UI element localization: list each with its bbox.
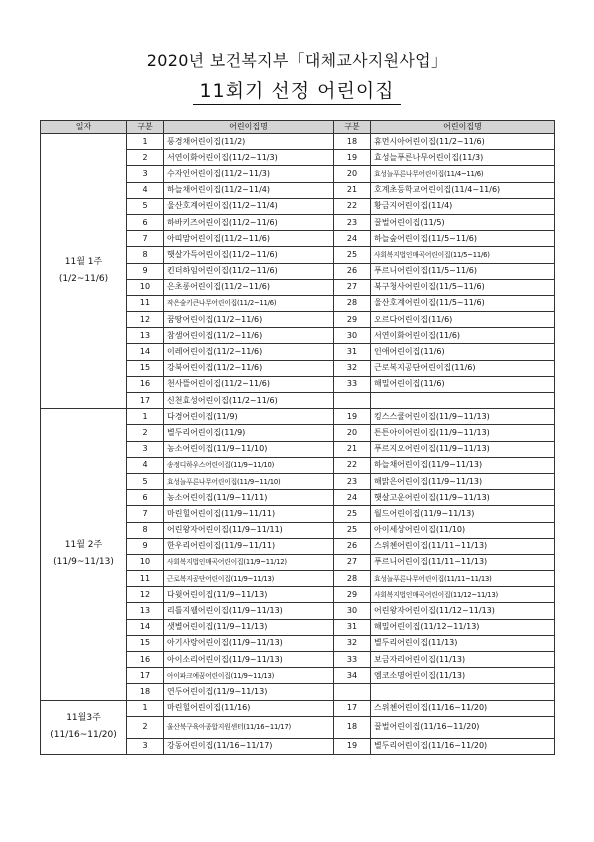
daycare-name-right: 북구청사어린이집(11/5~11/6): [371, 279, 555, 295]
header-number-right: 구분: [334, 121, 371, 134]
row-number-left: 16: [127, 376, 164, 392]
daycare-name-left: 햇살가득어린이집(11/2~11/6): [164, 247, 334, 263]
daycare-name-left: 강북어린이집(11/2~11/6): [164, 360, 334, 376]
row-number-right: 26: [334, 263, 371, 279]
daycare-name-left: 농소어린이집(11/9~11/11): [164, 490, 334, 506]
daycare-name-right: 인애어린이집(11/6): [371, 344, 555, 360]
row-number-right: 29: [334, 587, 371, 603]
daycare-name-left: 사회복지법인매곡어린이집(11/9~11/12): [164, 554, 334, 570]
daycare-name-right: 황금지어린이집(11/4): [371, 198, 555, 214]
table-body: [41, 134, 555, 755]
daycare-name-right: 효성늘푸른나무어린이집(11/11~11/13): [371, 571, 555, 587]
row-number-left: 16: [127, 652, 164, 668]
row-number-left: 15: [127, 360, 164, 376]
daycare-name-right: 서연이화어린이집(11/6): [371, 328, 555, 344]
row-number-right: 25: [334, 506, 371, 522]
daycare-name-left: 은초롱어린이집(11/2~11/6): [164, 279, 334, 295]
daycare-name-right: 푸르지오어린이집(11/9~11/13): [371, 441, 555, 457]
daycare-name-left: 별두리어린이집(11/9): [164, 425, 334, 441]
row-number-left: 17: [127, 668, 164, 684]
row-number-left: 3: [127, 166, 164, 182]
document-subtitle: [0, 76, 594, 105]
row-number-right: 21: [334, 182, 371, 198]
daycare-name-right: 튼튼아이어린이집(11/9~11/13): [371, 425, 555, 441]
daycare-name-left: 천사뜰어린이집(11/2~11/6): [164, 376, 334, 392]
daycare-name-left: 강동어린이집(11/16~11/17): [164, 738, 334, 754]
header-name-left: 어린이집명: [164, 121, 334, 134]
daycare-name-left: 풍경채어린이집(11/2): [164, 134, 334, 150]
daycare-name-right: 사회복지법인매곡어린이집(11/5~11/6): [371, 247, 555, 263]
row-number-left: 8: [127, 247, 164, 263]
daycare-name-left: 근로복지공단어린이집(11/9~11/13): [164, 571, 334, 587]
daycare-name-left: 농소어린이집(11/9~11/10): [164, 441, 334, 457]
row-number-left: 4: [127, 182, 164, 198]
week-cell: [41, 700, 127, 754]
row-number-right: 30: [334, 603, 371, 619]
daycare-name-left: 아이소리어린이집(11/9~11/13): [164, 652, 334, 668]
daycare-name-left: 킨더하임어린이집(11/2~11/6): [164, 263, 334, 279]
daycare-name-right: 오르다어린이집(11/6): [371, 312, 555, 328]
daycare-name-right: 꿀벌어린이집(11/5): [371, 214, 555, 230]
daycare-name-left: 참샘어린이집(11/2~11/6): [164, 328, 334, 344]
daycare-name-right: 킹스스쿨어린이집(11/9~11/13): [371, 409, 555, 425]
daycare-name-left: 이레어린이집(11/2~11/6): [164, 344, 334, 360]
document-title: 2020년 보건복지부「대체교사지원사업」: [146, 51, 448, 70]
daycare-name-right: 푸르니어린이집(11/11~11/13): [371, 554, 555, 570]
row-number-left: 15: [127, 635, 164, 651]
row-number-left: 2: [127, 425, 164, 441]
daycare-name-right: 월드어린이집(11/9~11/13): [371, 506, 555, 522]
daycare-name-left: 다경어린이집(11/9): [164, 409, 334, 425]
row-number-right: 34: [334, 668, 371, 684]
header-date: 일자: [41, 121, 127, 134]
daycare-name-left: 마린힐어린이집(11/16): [164, 700, 334, 716]
row-number-left: 9: [127, 263, 164, 279]
daycare-name-right: 푸르니어린이집(11/5~11/6): [371, 263, 555, 279]
row-number-left: 1: [127, 409, 164, 425]
row-number-left: 5: [127, 198, 164, 214]
row-number-left: 8: [127, 522, 164, 538]
row-number-left: 12: [127, 587, 164, 603]
daycare-name-left: 아띠맘어린이집(11/2~11/6): [164, 231, 334, 247]
row-number-left: 10: [127, 279, 164, 295]
daycare-name-right: 꿀벌어린이집(11/16~11/20): [371, 716, 555, 738]
header-number-left: 구분: [127, 121, 164, 134]
table-row: [41, 134, 555, 150]
row-number-right: 24: [334, 231, 371, 247]
row-number-right: 18: [334, 716, 371, 738]
row-number-left: 3: [127, 441, 164, 457]
row-number-left: 17: [127, 393, 164, 409]
daycare-name-left: 효성늘푸른나무어린이집(11/9~11/10): [164, 473, 334, 489]
week-range: (11/16~11/20): [50, 730, 117, 741]
row-number-right: 22: [334, 198, 371, 214]
row-number-left: 11: [127, 295, 164, 311]
row-number-left: 9: [127, 538, 164, 554]
week-label: 11월 1주: [64, 257, 103, 268]
row-number-right: 22: [334, 457, 371, 473]
daycare-name-right: 별두리어린이집(11/13): [371, 635, 555, 651]
daycare-name-right: 울산호계어린이집(11/5~11/6): [371, 295, 555, 311]
row-number-right: 23: [334, 214, 371, 230]
daycare-name-left: 아기사랑어린이집(11/9~11/13): [164, 635, 334, 651]
daycare-name-right: 효성늘푸른나무어린이집(11/4~11/6): [371, 166, 555, 182]
row-number-left: 2: [127, 716, 164, 738]
daycare-name-right: 보금자리어린이집(11/13): [371, 652, 555, 668]
daycare-name-right: 효성늘푸른나무어린이집(11/3): [371, 150, 555, 166]
row-number-right: 19: [334, 738, 371, 754]
daycare-name-left: 다윗어린이집(11/9~11/13): [164, 587, 334, 603]
week-label: 11월 2주: [64, 540, 103, 551]
daycare-name-right: 스위첸어린이집(11/11~11/13): [371, 538, 555, 554]
row-number-right: 23: [334, 473, 371, 489]
row-number-left: 18: [127, 684, 164, 700]
daycare-name-right: [371, 393, 555, 409]
daycare-name-left: 샛별어린이집(11/9~11/13): [164, 619, 334, 635]
row-number-left: 14: [127, 344, 164, 360]
daycare-name-left: 하바키즈어린이집(11/2~11/6): [164, 214, 334, 230]
week-label: 11월3주: [66, 713, 101, 724]
daycare-name-left: 리틀지웰어린이집(11/9~11/13): [164, 603, 334, 619]
row-number-left: 14: [127, 619, 164, 635]
row-number-right: 32: [334, 360, 371, 376]
daycare-name-right: 어린왕자어린이집(11/12~11/13): [371, 603, 555, 619]
row-number-right: 25: [334, 522, 371, 538]
daycare-name-left: 연두어린이집(11/9~11/13): [164, 684, 334, 700]
row-number-left: 3: [127, 738, 164, 754]
daycare-name-right: 햇살고운어린이집(11/9~11/13): [371, 490, 555, 506]
row-number-left: 2: [127, 150, 164, 166]
row-number-right: 19: [334, 409, 371, 425]
row-number-right: 33: [334, 376, 371, 392]
row-number-left: 10: [127, 554, 164, 570]
row-number-left: 13: [127, 328, 164, 344]
row-number-right: 29: [334, 312, 371, 328]
row-number-left: 4: [127, 457, 164, 473]
daycare-name-left: 작은숲키큰나무어린이집(11/2~11/6): [164, 295, 334, 311]
daycare-name-left: 수자인어린이집(11/2~11/3): [164, 166, 334, 182]
daycare-name-left: 신천효성어린이집(11/2~11/6): [164, 393, 334, 409]
row-number-right: 33: [334, 652, 371, 668]
row-number-left: 6: [127, 490, 164, 506]
row-number-right: [334, 684, 371, 700]
daycare-name-right: 휴먼시아어린이집(11/2~11/6): [371, 134, 555, 150]
daycare-name-right: 호계초등학교어린이집(11/4~11/6): [371, 182, 555, 198]
table-header-row: [41, 121, 555, 134]
row-number-right: 20: [334, 425, 371, 441]
row-number-right: 24: [334, 490, 371, 506]
daycare-name-right: 해맑은어린이집(11/9~11/13): [371, 473, 555, 489]
daycare-name-right: 별두리어린이집(11/16~11/20): [371, 738, 555, 754]
subtitle-text: 11회기 선정 어린이집: [193, 76, 400, 105]
week-cell: [41, 134, 127, 409]
row-number-left: 1: [127, 134, 164, 150]
row-number-left: 11: [127, 571, 164, 587]
week-range: (1/2~11/6): [58, 274, 109, 285]
week-range: (11/9~11/13): [53, 557, 114, 568]
daycare-name-left: 마린힐어린이집(11/9~11/11): [164, 506, 334, 522]
daycare-name-left: 아이파크예꿈어린이집(11/9~11/13): [164, 668, 334, 684]
row-number-left: 6: [127, 214, 164, 230]
daycare-name-left: 하늘채어린이집(11/2~11/4): [164, 182, 334, 198]
daycare-name-left: 꿈땅어린이집(11/2~11/6): [164, 312, 334, 328]
row-number-left: 12: [127, 312, 164, 328]
row-number-right: 32: [334, 635, 371, 651]
daycare-name-right: 사회복지법인매곡어린이집(11/12~11/13): [371, 587, 555, 603]
row-number-right: 28: [334, 295, 371, 311]
daycare-name-left: 울산북구육아종합지원센터(11/16~11/17): [164, 716, 334, 738]
row-number-left: 5: [127, 473, 164, 489]
table-row: [41, 700, 555, 716]
row-number-left: 7: [127, 231, 164, 247]
row-number-right: [334, 393, 371, 409]
row-number-right: 25: [334, 247, 371, 263]
row-number-right: 30: [334, 328, 371, 344]
row-number-right: 27: [334, 279, 371, 295]
daycare-name-right: 스위첸어린이집(11/16~11/20): [371, 700, 555, 716]
header-name-right: 어린이집명: [371, 121, 555, 134]
row-number-right: 19: [334, 150, 371, 166]
daycare-name-right: 해밀어린이집(11/12~11/13): [371, 619, 555, 635]
daycare-name-left: 어린왕자어린이집(11/9~11/11): [164, 522, 334, 538]
daycare-name-right: 해밀어린이집(11/6): [371, 376, 555, 392]
table-row: [41, 409, 555, 425]
row-number-right: 31: [334, 619, 371, 635]
daycare-name-left: 울산호계어린이집(11/2~11/4): [164, 198, 334, 214]
row-number-right: 28: [334, 571, 371, 587]
daycare-name-left: 서연이화어린이집(11/2~11/3): [164, 150, 334, 166]
week-cell: [41, 409, 127, 700]
daycare-name-right: 아이세상어린이집(11/10): [371, 522, 555, 538]
daycare-name-right: [371, 684, 555, 700]
daycare-name-right: 하늘채어린이집(11/9~11/13): [371, 457, 555, 473]
daycare-name-right: 근로복지공단어린이집(11/6): [371, 360, 555, 376]
row-number-right: 17: [334, 700, 371, 716]
daycare-name-left: 한우리어린이집(11/9~11/11): [164, 538, 334, 554]
daycare-name-left: 송정디하우스어린이집(11/9~11/10): [164, 457, 334, 473]
row-number-left: 13: [127, 603, 164, 619]
row-number-right: 31: [334, 344, 371, 360]
selection-table: [40, 120, 555, 755]
daycare-name-right: 하늘숲어린이집(11/5~11/6): [371, 231, 555, 247]
row-number-right: 20: [334, 166, 371, 182]
row-number-left: 7: [127, 506, 164, 522]
row-number-right: 27: [334, 554, 371, 570]
daycare-name-right: 엠코소명어린이집(11/13): [371, 668, 555, 684]
row-number-left: 1: [127, 700, 164, 716]
row-number-right: 21: [334, 441, 371, 457]
row-number-right: 26: [334, 538, 371, 554]
row-number-right: 18: [334, 134, 371, 150]
